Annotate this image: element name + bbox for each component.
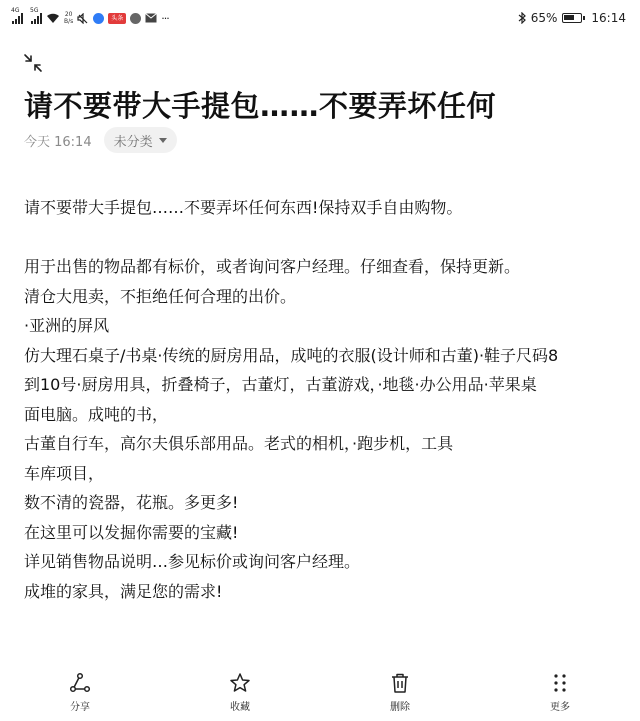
star-icon [229, 672, 251, 694]
favorite-button[interactable] [190, 672, 290, 713]
more-button[interactable] [510, 672, 610, 713]
note-meta [24, 127, 177, 153]
note-line: 古董自行车，高尔夫俱乐部用品。老式的相机，·跑步机，工具 [24, 434, 454, 453]
note-line: 车库项目， [24, 463, 105, 483]
favorite-label: 收藏 [230, 702, 250, 713]
note-line: 数不清的瓷器，花瓶。多更多! [24, 493, 239, 512]
more-label: 更多 [550, 702, 570, 713]
battery-percent: 65% [530, 11, 558, 25]
delete-label: 删除 [390, 702, 410, 713]
note-line: 请不要带大手提包……不要弄坏任何东西!保持双手自由购物。 [24, 198, 463, 217]
trash-icon [389, 672, 411, 694]
share-button[interactable] [30, 672, 130, 713]
status-right [518, 11, 626, 25]
signal-type-label: 4G [11, 6, 20, 14]
bottom-toolbar [0, 672, 640, 721]
share-label: 分享 [70, 702, 90, 713]
silent-icon [77, 13, 89, 24]
note-line: 面电脑。成吨的书， [24, 404, 169, 424]
signal-icon-2 [30, 6, 42, 24]
status-left [11, 6, 169, 25]
wechat-icon [130, 13, 141, 24]
news-notification-icon: 头条 [108, 13, 126, 24]
note-line: 成堆的家具，满足您的需求! [24, 581, 223, 601]
delete-button[interactable] [350, 672, 450, 713]
network-speed [64, 11, 73, 25]
wifi-icon [46, 13, 60, 24]
more-dots-icon [549, 672, 571, 694]
bluetooth-icon [518, 12, 526, 24]
caret-down-icon [159, 138, 167, 143]
mail-icon [145, 13, 157, 23]
collapse-icon [23, 53, 43, 73]
share-icon [69, 672, 91, 694]
collapse-button[interactable] [22, 52, 44, 74]
app-notification-icon [93, 13, 104, 24]
note-line: 清仓大甩卖，不拒绝任何合理的出价。 [24, 286, 297, 306]
note-line: 到10号·厨房用具，折叠椅子，古董灯，古董游戏，·地毯·办公用品·苹果桌 [24, 375, 537, 394]
signal-icon [11, 6, 23, 24]
note-title[interactable]: 请不要带大手提包……不要弄坏任何 [24, 89, 497, 123]
more-notifications-icon: ··· [161, 11, 169, 25]
speed-value: 20 [64, 11, 73, 18]
speed-unit: B/s [64, 18, 74, 25]
note-line: 在这里可以发掘你需要的宝藏! [24, 522, 239, 542]
note-line [24, 223, 620, 253]
note-timestamp: 今天 16:14 [24, 134, 92, 150]
status-bar [0, 0, 640, 36]
note-line: 详见销售物品说明…参见标价或询问客户经理。 [24, 552, 361, 571]
category-label: 未分类 [113, 134, 153, 150]
note-line: 仿大理石桌子/书桌·传统的厨房用品，成吨的衣服(设计师和古董)·鞋子尺码8 [24, 345, 559, 365]
signal-type-label-2: 5G [30, 6, 39, 14]
note-line: 用于出售的物品都有标价，或者询问客户经理。仔细查看，保持更新。 [24, 257, 521, 276]
clock: 16:14 [591, 11, 626, 25]
note-body[interactable] [24, 193, 620, 606]
note-line: ·亚洲的屏风 [24, 316, 110, 335]
category-selector[interactable] [104, 127, 177, 153]
battery-icon [562, 13, 582, 23]
